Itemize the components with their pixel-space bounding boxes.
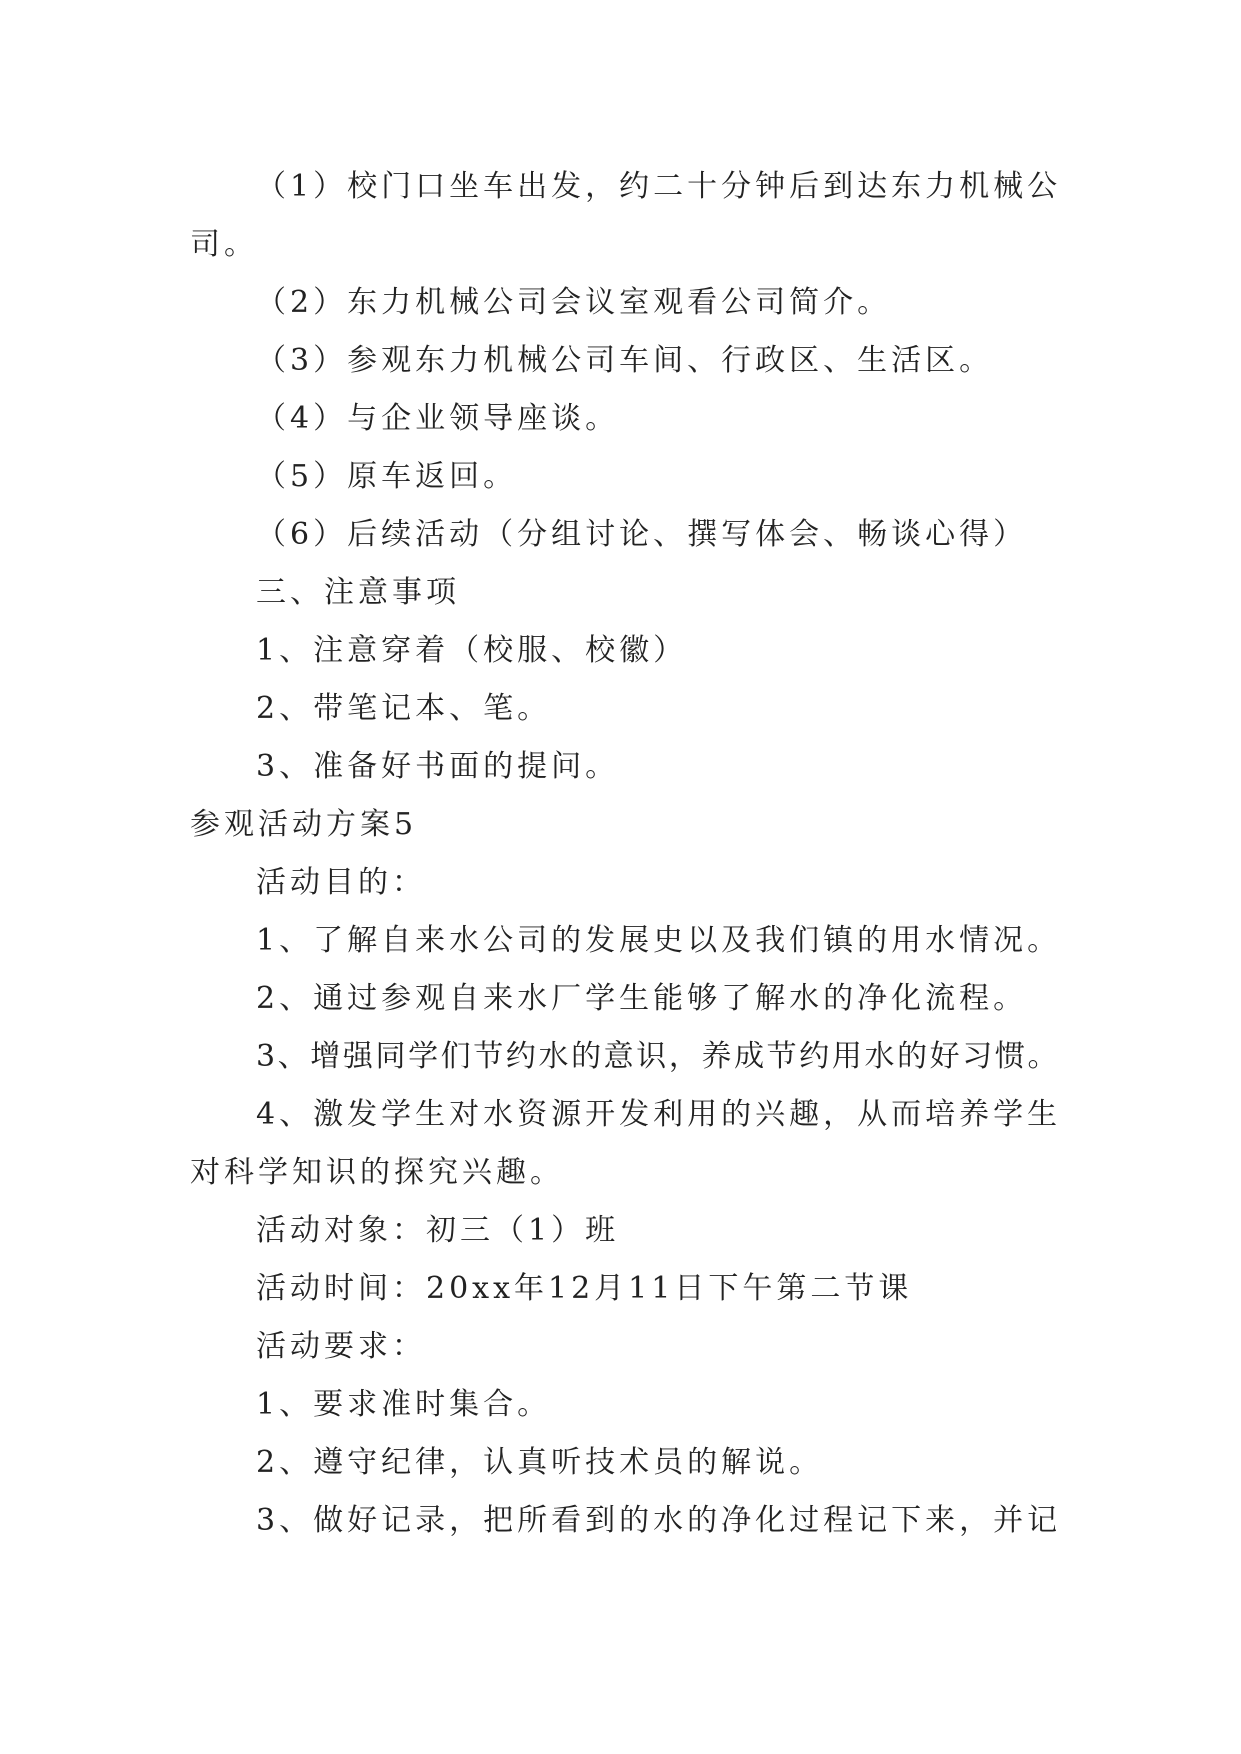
paragraph-time: 活动时间：20xx年12月11日下午第二节课 bbox=[256, 1271, 913, 1306]
paragraph-requirement-2: 2、遵守纪律，认真听技术员的解说。 bbox=[256, 1445, 824, 1480]
paragraph-step-4: （4）与企业领导座谈。 bbox=[256, 401, 620, 436]
paragraph-step-2: （2）东力机械公司会议室观看公司简介。 bbox=[256, 285, 892, 320]
paragraph-purpose-3: 3、增强同学们节约水的意识，养成节约用水的好习惯。 bbox=[256, 1039, 1061, 1074]
paragraph-target: 活动对象：初三（1）班 bbox=[256, 1213, 620, 1248]
paragraph-step-3: （3）参观东力机械公司车间、行政区、生活区。 bbox=[256, 343, 994, 378]
paragraph-note-2: 2、带笔记本、笔。 bbox=[256, 691, 552, 726]
paragraph-purpose-1: 1、了解自来水公司的发展史以及我们镇的用水情况。 bbox=[256, 923, 1062, 958]
section-heading-purpose: 活动目的： bbox=[256, 865, 426, 900]
paragraph-note-1: 1、注意穿着（校服、校徽） bbox=[256, 633, 688, 668]
paragraph-purpose-2: 2、通过参观自来水厂学生能够了解水的净化流程。 bbox=[256, 981, 1028, 1016]
paragraph-requirement-1: 1、要求准时集合。 bbox=[256, 1387, 552, 1422]
section-heading-requirements: 活动要求： bbox=[256, 1329, 426, 1364]
paragraph-requirement-3: 3、做好记录，把所看到的水的净化过程记下来，并记 bbox=[256, 1503, 1062, 1538]
paragraph-step-6: （6）后续活动（分组讨论、撰写体会、畅谈心得） bbox=[256, 517, 1028, 552]
document-body bbox=[190, 158, 1070, 1550]
paragraph-step-1: （1）校门口坐车出发，约二十分钟后到达东力机械公司。 bbox=[190, 169, 1062, 262]
section-heading-notes: 三、注意事项 bbox=[256, 575, 460, 610]
paragraph-note-3: 3、准备好书面的提问。 bbox=[256, 749, 620, 784]
paragraph-step-5: （5）原车返回。 bbox=[256, 459, 518, 494]
paragraph-purpose-4: 4、激发学生对水资源开发利用的兴趣，从而培养学生对科学知识的探究兴趣。 bbox=[190, 1097, 1062, 1190]
document-section-title: 参观活动方案5 bbox=[190, 807, 418, 842]
